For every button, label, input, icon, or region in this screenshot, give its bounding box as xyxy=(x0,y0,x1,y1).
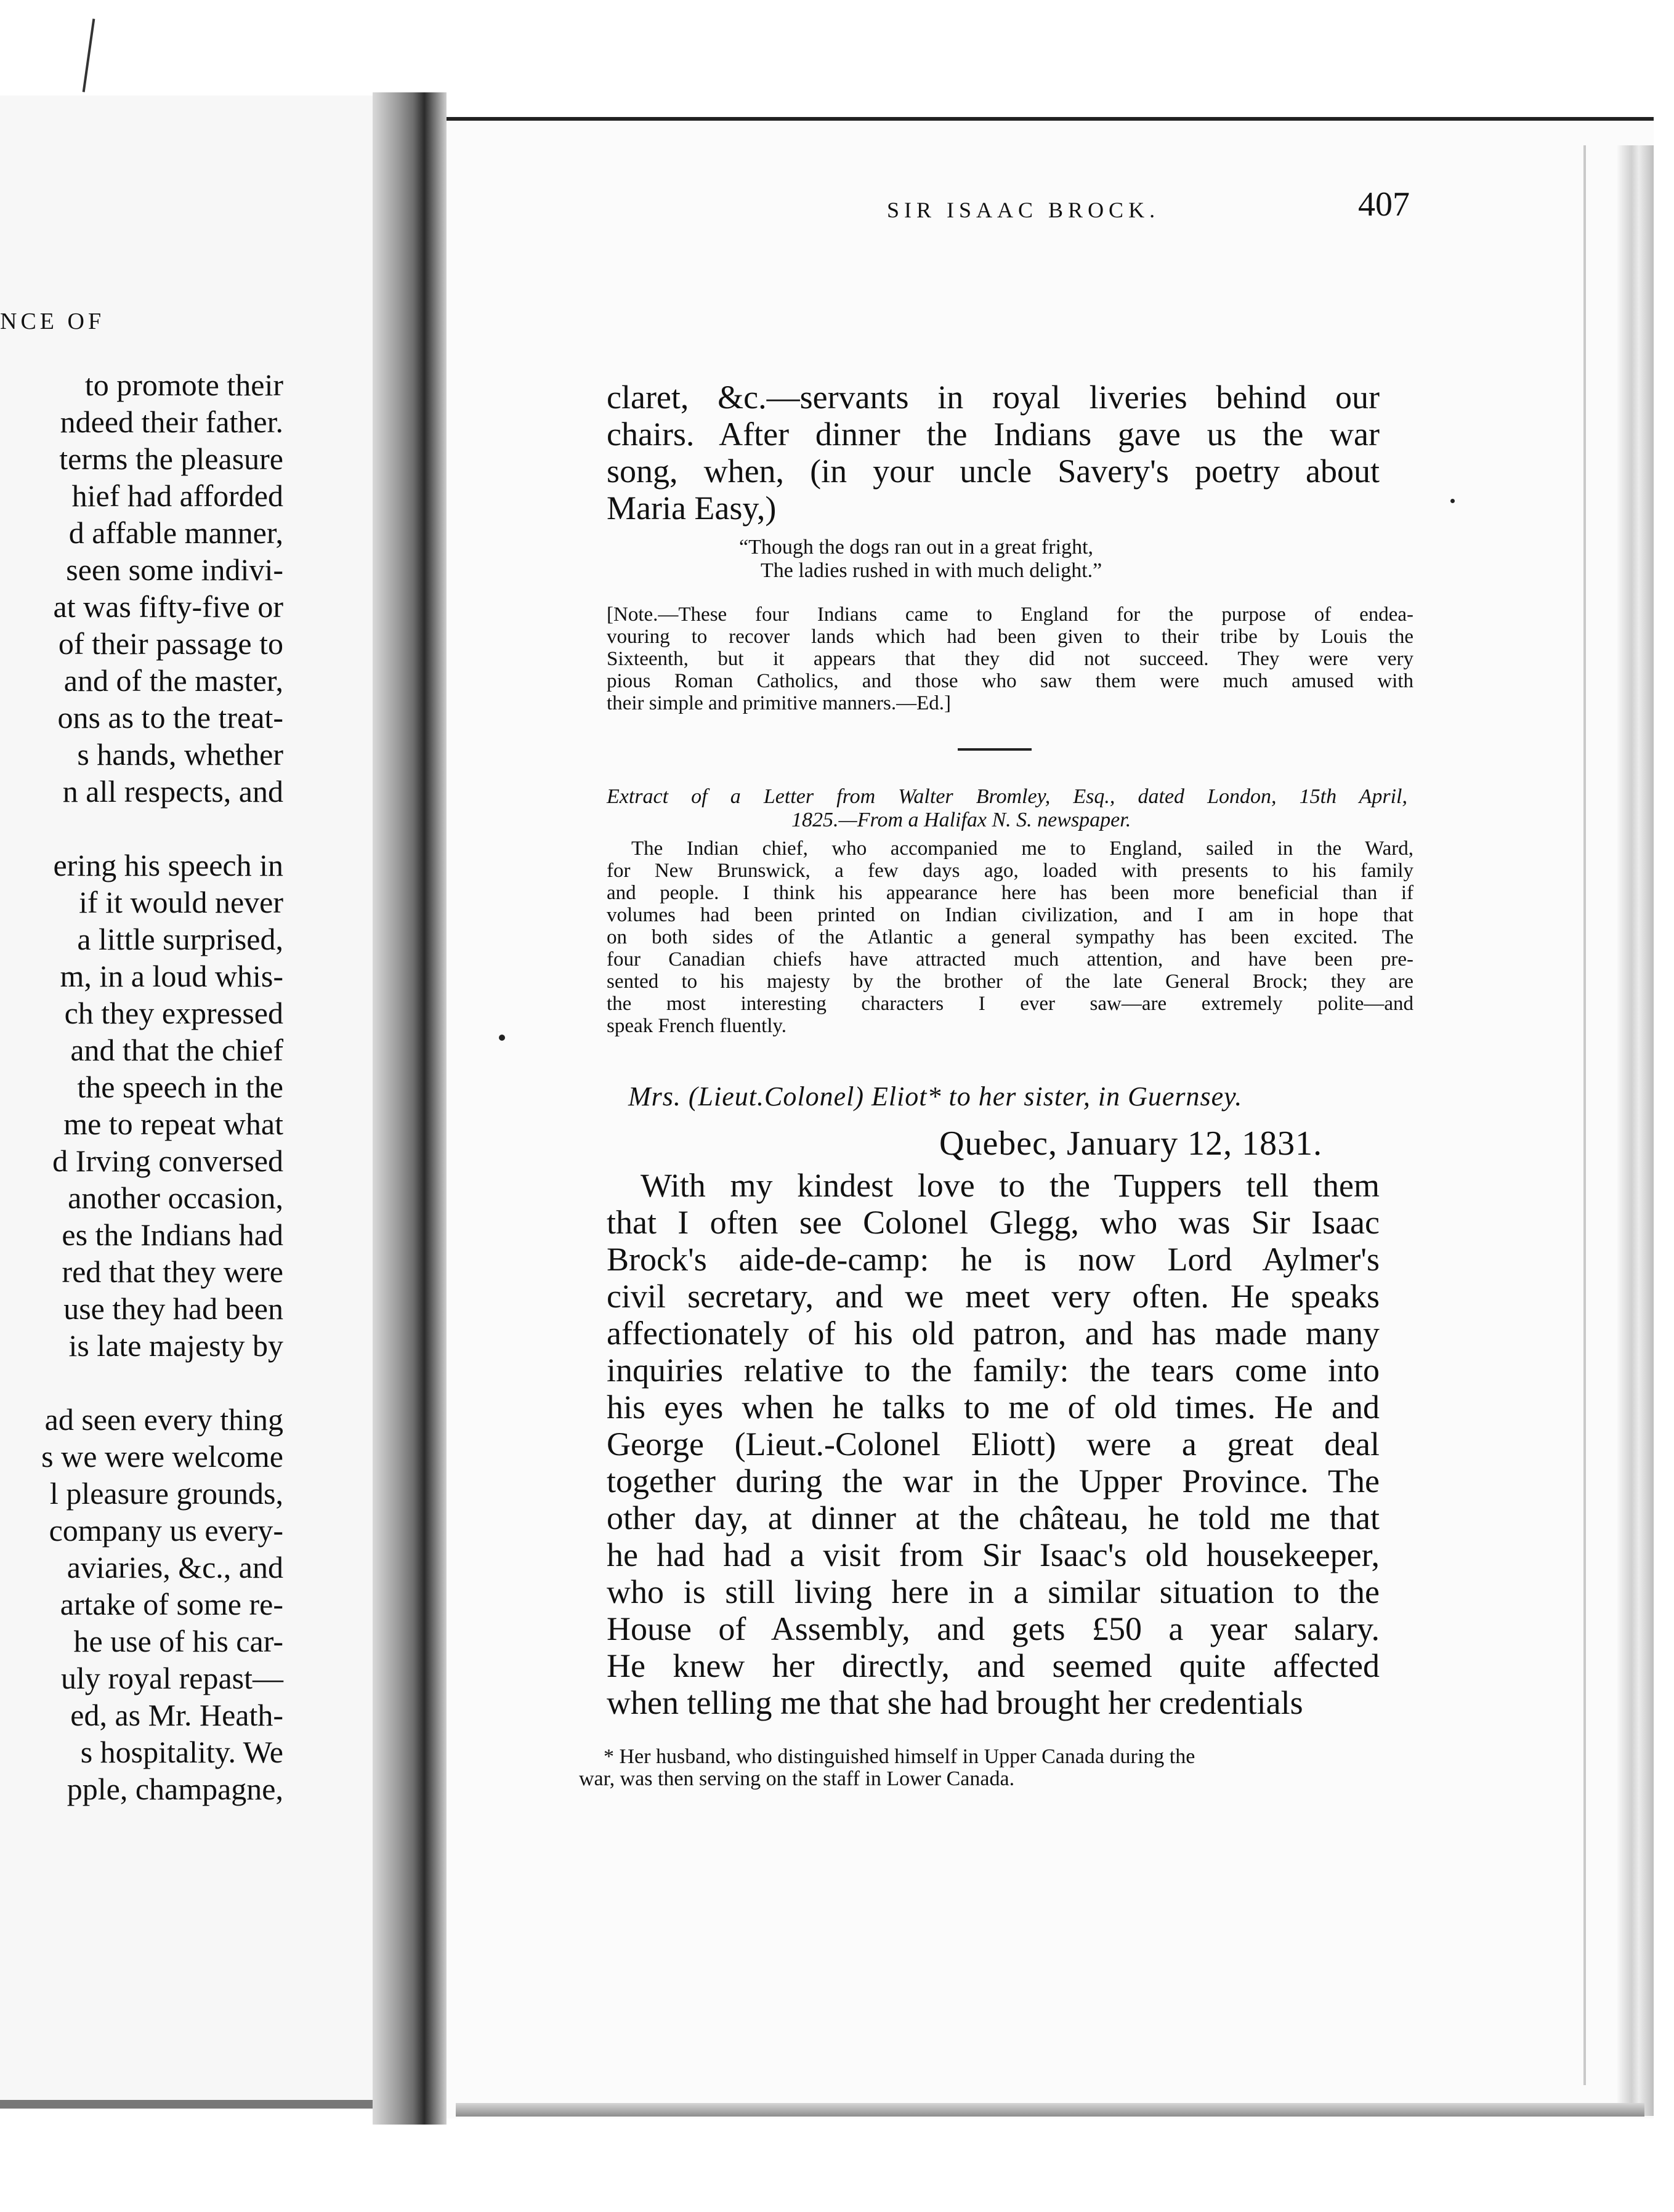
text-line: ons as to the treat- xyxy=(57,700,283,735)
letter-line: George (Lieut.-Colonel Eliott) were a great deal xyxy=(607,1426,1380,1463)
extract-line: on both sides of the Atlantic a general sympathy has been excited. The xyxy=(607,926,1413,948)
text-line: ndeed their father. xyxy=(60,405,283,439)
note-line: vouring to recover lands which had been given to their tribe by Louis the xyxy=(607,626,1413,648)
text-line: l pleasure grounds, xyxy=(49,1476,283,1511)
text-line: s we were welcome xyxy=(41,1439,283,1474)
text-line: hief had afforded xyxy=(71,478,283,513)
letter-line: together during the war in the Upper Province. The xyxy=(607,1463,1380,1500)
left-running-head: NCE OF xyxy=(0,309,105,334)
letter-line: inquiries relative to the family: the tears come into xyxy=(607,1352,1380,1389)
left-page-text xyxy=(0,366,283,1807)
text-line: aviaries, &c., and xyxy=(67,1550,283,1584)
text-line: he use of his car- xyxy=(73,1624,283,1658)
extract-line: four Canadian chiefs have attracted much attention, and have been pre- xyxy=(607,948,1413,971)
note-line: pious Roman Catholics, and those who saw them were much amused with xyxy=(607,670,1413,692)
extract-caption xyxy=(607,785,1407,832)
scan-mark xyxy=(83,18,95,92)
left-page xyxy=(0,95,394,2109)
note-line: [Note.—These four Indians came to England for the purpose of endea- xyxy=(607,603,1413,626)
text-line: s hands, whether xyxy=(77,737,283,772)
right-page-bottom-edge xyxy=(456,2103,1644,2117)
letter-line: he had had a visit from Sir Isaac's old housekeeper, xyxy=(607,1536,1380,1573)
caption-line: 1825.—From a Halifax N. S. newspaper. xyxy=(791,809,1131,831)
text-line: ad seen every thing xyxy=(44,1402,283,1437)
editor-note xyxy=(607,603,1413,714)
letter-line: when telling me that she had brought her credentials xyxy=(607,1684,1303,1721)
book-gutter xyxy=(373,92,447,2125)
footnote-line: * Her husband, who distinguished himself in Upper Canada during the xyxy=(604,1745,1195,1768)
text-line: Maria Easy,) xyxy=(607,490,777,527)
text-line: uly royal repast— xyxy=(60,1661,283,1695)
running-head: SIR ISAAC BROCK. xyxy=(887,198,1160,222)
paragraph-gap xyxy=(0,810,283,847)
text-line: company us every- xyxy=(49,1513,283,1548)
text-line: and of the master, xyxy=(63,663,283,698)
extract-line: sented to his majesty by the brother of the late General Brock; they are xyxy=(607,971,1413,993)
text-line: d Irving conversed xyxy=(52,1144,283,1178)
text-line: at was fifty-five or xyxy=(53,589,283,624)
text-line: of their passage to xyxy=(58,626,283,661)
text-line: s hospitality. We xyxy=(80,1735,283,1769)
page-edge xyxy=(1617,145,1654,2116)
text-line: a little surprised, xyxy=(77,922,283,956)
paragraph-gap xyxy=(0,1364,283,1401)
letter-body xyxy=(607,1167,1380,1721)
extract-line: volumes had been printed on Indian civilization, and I am in hope that xyxy=(607,904,1413,926)
text-line: use they had been xyxy=(63,1291,283,1326)
text-line: the speech in the xyxy=(77,1070,283,1104)
section-rule xyxy=(958,748,1032,751)
text-line: es the Indians had xyxy=(62,1217,283,1252)
text-line: d affable manner, xyxy=(68,515,283,550)
text-line: n all respects, and xyxy=(62,774,283,809)
text-line: if it would never xyxy=(79,885,283,919)
text-line: artake of some re- xyxy=(60,1587,283,1621)
ink-speck xyxy=(499,1035,505,1041)
page-number: 407 xyxy=(1358,185,1410,224)
text-line: m, in a loud whis- xyxy=(60,959,283,993)
note-line: Sixteenth, but it appears that they did not succeed. They were very xyxy=(607,648,1413,670)
extract-line: and people. I think his appearance here has been more beneficial than if xyxy=(607,882,1413,904)
letter-line: his eyes when he talks to me of old times. He and xyxy=(607,1389,1380,1426)
letter-line: affectionately of his old patron, and has made many xyxy=(607,1315,1380,1352)
extract-line: The Indian chief, who accompanied me to England, sailed in the Ward, xyxy=(631,838,1413,860)
letter-line: Brock's aide-de-camp: he is now Lord Aylmer's xyxy=(607,1241,1380,1278)
footnote xyxy=(579,1746,1380,1790)
page-edge-line xyxy=(1583,145,1586,2085)
opening-paragraph xyxy=(607,379,1380,527)
text-line: pple, champagne, xyxy=(67,1772,283,1806)
letter-line: With my kindest love to the Tuppers tell them xyxy=(641,1167,1380,1204)
text-line: is late majesty by xyxy=(68,1328,283,1363)
text-line: ed, as Mr. Heath- xyxy=(70,1698,283,1732)
extract-text xyxy=(607,838,1413,1037)
left-page-edge xyxy=(0,2100,394,2109)
letter-line: He knew her directly, and seemed quite affected xyxy=(607,1647,1380,1684)
text-line: seen some indivi- xyxy=(66,552,283,587)
extract-line: for New Brunswick, a few days ago, loaded with presents to his family xyxy=(607,860,1413,882)
text-line: ch they expressed xyxy=(64,996,283,1030)
letter-line: that I often see Colonel Glegg, who was Sir Isaac xyxy=(607,1204,1380,1241)
dateline: Quebec, January 12, 1831. xyxy=(939,1124,1323,1163)
letter-line: other day, at dinner at the château, he told me that xyxy=(607,1500,1380,1536)
text-line: and that the chief xyxy=(70,1033,283,1067)
letter-line: civil secretary, and we meet very often. He speaks xyxy=(607,1278,1380,1315)
text-line: chairs. After dinner the Indians gave us the war xyxy=(607,416,1380,453)
ink-speck xyxy=(1450,499,1455,503)
verse-line: The ladies rushed in with much delight.” xyxy=(761,559,1102,582)
text-line: red that they were xyxy=(62,1254,283,1289)
letter-heading: Mrs. (Lieut.Colonel) Eliot* to her sister, in Guernsey. xyxy=(628,1081,1243,1112)
extract-line: speak French fluently. xyxy=(607,1015,787,1037)
footnote-line: war, was then serving on the staff in Lower Canada. xyxy=(579,1767,1015,1790)
verse-quote xyxy=(739,536,1293,583)
extract-line: the most interesting characters I ever saw—are extremely polite—and xyxy=(607,993,1413,1015)
verse-line: “Though the dogs ran out in a great fright, xyxy=(739,536,1094,559)
letter-line: who is still living here in a similar situation to the xyxy=(607,1573,1380,1610)
text-line: another occasion, xyxy=(68,1181,283,1215)
letter-line: House of Assembly, and gets £50 a year salary. xyxy=(607,1610,1380,1647)
text-line: ering his speech in xyxy=(53,848,283,882)
text-line: song, when, (in your uncle Savery's poetry about xyxy=(607,453,1380,490)
caption-line: Extract of a Letter from Walter Bromley, Esq., dated London, 15th April, xyxy=(607,785,1407,808)
text-line: claret, &c.—servants in royal liveries behind our xyxy=(607,379,1380,416)
text-line: to promote their xyxy=(84,368,283,402)
text-line: terms the pleasure xyxy=(59,442,283,476)
text-line: me to repeat what xyxy=(63,1107,283,1141)
note-line: their simple and primitive manners.—Ed.] xyxy=(607,692,952,714)
